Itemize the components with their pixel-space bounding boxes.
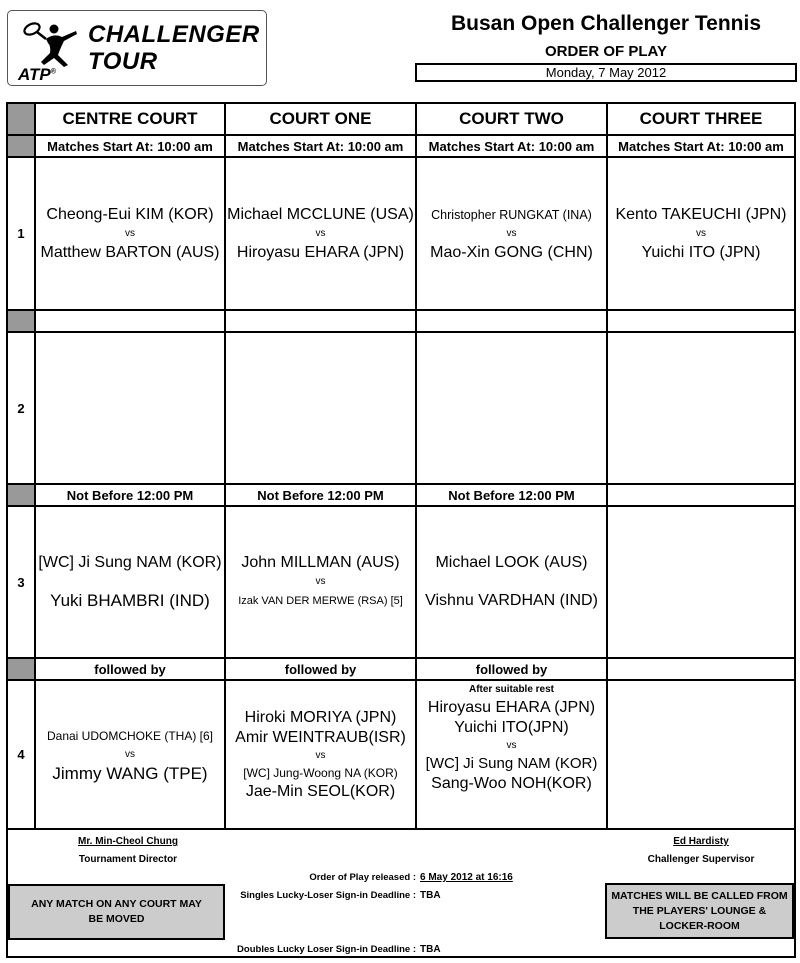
released-label: Order of Play released : <box>309 872 416 883</box>
court-header-one: COURT ONE <box>269 109 372 128</box>
match-r3-one <box>226 507 415 657</box>
tournament-title: Busan Open Challenger Tennis <box>451 12 761 35</box>
player: Kento TAKEUCHI (JPN) <box>615 205 787 223</box>
match-r3-centre <box>36 507 224 657</box>
after-rest-note: After suitable rest <box>468 684 555 695</box>
separator-row-marker-2 <box>8 311 34 331</box>
released-value: 6 May 2012 at 16:16 <box>420 872 513 883</box>
supervisor-role: Challenger Supervisor <box>647 854 755 865</box>
corner-cell <box>8 104 34 134</box>
player: Matthew BARTON (AUS) <box>40 243 220 261</box>
player: Michael MCCLUNE (USA) <box>227 205 414 223</box>
player: Amir WEINTRAUB(ISR) <box>235 728 406 746</box>
start-time-row-marker <box>8 136 34 156</box>
matches-called-notice: MATCHES WILL BE CALLED FROM THE PLAYERS' LOUNGE & LOCKER-ROOM <box>605 883 794 939</box>
vs-label: vs <box>315 227 326 239</box>
match-r4-two <box>417 681 606 829</box>
row-number-1: 1 <box>17 226 25 241</box>
row-number-4: 4 <box>17 747 25 762</box>
player: Yuki BHAMBRI (IND) <box>50 591 210 610</box>
logo-atp-text: ATP® <box>18 65 56 84</box>
court-header-two: COURT TWO <box>459 109 564 128</box>
singles-deadline-label: Singles Lucky-Loser Sign-in Deadline : <box>240 890 416 901</box>
followed-by-one: followed by <box>284 661 357 677</box>
player: Sang-Woo NOH(KOR) <box>431 775 592 792</box>
player: Jimmy WANG (TPE) <box>52 763 208 783</box>
vs-label: vs <box>315 576 326 587</box>
separator-row-marker-4 <box>8 659 34 679</box>
not-before-one: Not Before 12:00 PM <box>257 487 384 503</box>
tennis-player-icon <box>14 19 84 69</box>
vs-label: vs <box>506 740 517 751</box>
not-before-centre: Not Before 12:00 PM <box>66 487 194 503</box>
vs-label: vs <box>696 227 706 239</box>
start-time-centre: Matches Start At: 10:00 am <box>47 138 213 154</box>
schedule-grid <box>6 102 796 958</box>
player: Michael LOOK (AUS) <box>435 554 588 571</box>
director-role: Tournament Director <box>78 854 178 865</box>
player: [WC] Ji Sung NAM (KOR) <box>425 755 598 772</box>
match-r4-one <box>226 681 415 828</box>
court-header-centre: CENTRE COURT <box>62 109 198 128</box>
challenger-tour-logo <box>7 10 267 86</box>
director-name: Mr. Min-Cheol Chung <box>78 836 178 847</box>
match-r1-one <box>226 158 415 309</box>
player: [WC] Ji Sung NAM (KOR) <box>38 554 222 571</box>
vs-label: vs <box>125 748 135 760</box>
not-before-two: Not Before 12:00 PM <box>448 487 575 503</box>
match-r1-centre <box>36 158 224 309</box>
player: John MILLMAN (AUS) <box>241 554 400 571</box>
logo-challenger-text: CHALLENGER <box>88 21 260 48</box>
row-number-3: 3 <box>17 574 25 590</box>
separator-row-marker-3 <box>8 485 34 505</box>
order-of-play-heading: ORDER OF PLAY <box>545 43 667 60</box>
match-r3-two <box>417 507 606 657</box>
doubles-deadline-value: TBA <box>420 944 441 955</box>
player: Vishnu VARDHAN (IND) <box>425 592 598 609</box>
match-r1-three <box>608 158 794 309</box>
start-time-two: Matches Start At: 10:00 am <box>428 138 595 154</box>
match-may-be-moved-notice: ANY MATCH ON ANY COURT MAY BE MOVED <box>8 884 225 940</box>
play-date: Monday, 7 May 2012 <box>415 63 797 82</box>
followed-by-centre: followed by <box>94 661 166 677</box>
row-number-2: 2 <box>17 400 25 416</box>
player: Yuichi ITO (JPN) <box>641 243 761 261</box>
match-r4-centre <box>36 681 224 828</box>
player: Mao-Xin GONG (CHN) <box>430 243 593 261</box>
logo-tour-text: TOUR <box>88 48 158 75</box>
doubles-deadline-label: Doubles Lucky Loser Sign-in Deadline : <box>237 944 416 955</box>
court-header-three: COURT THREE <box>639 109 763 128</box>
player: Hiroyasu EHARA (JPN) <box>427 699 596 716</box>
supervisor-name: Ed Hardisty <box>673 836 729 847</box>
singles-deadline-value: TBA <box>420 890 441 901</box>
player: Hiroki MORIYA (JPN) <box>244 708 397 726</box>
followed-by-two: followed by <box>475 661 548 677</box>
player: Hiroyasu EHARA (JPN) <box>236 243 405 261</box>
start-time-three: Matches Start At: 10:00 am <box>618 138 784 154</box>
vs-label: vs <box>125 227 135 239</box>
player: Jae-Min SEOL(KOR) <box>245 782 396 800</box>
vs-label: vs <box>506 227 517 239</box>
player: Yuichi ITO(JPN) <box>454 719 569 736</box>
player: Izak VAN DER MERWE (RSA) [5] <box>238 595 403 607</box>
player: Cheong-Eui KIM (KOR) <box>46 205 214 223</box>
start-time-one: Matches Start At: 10:00 am <box>237 138 404 154</box>
match-r1-two <box>417 158 606 309</box>
player: [WC] Jung-Woong NA (KOR) <box>243 765 398 780</box>
player: Christopher RUNGKAT (INA) <box>431 207 592 222</box>
vs-label: vs <box>315 749 326 761</box>
player: Danai UDOMCHOKE (THA) [6] <box>46 728 214 743</box>
